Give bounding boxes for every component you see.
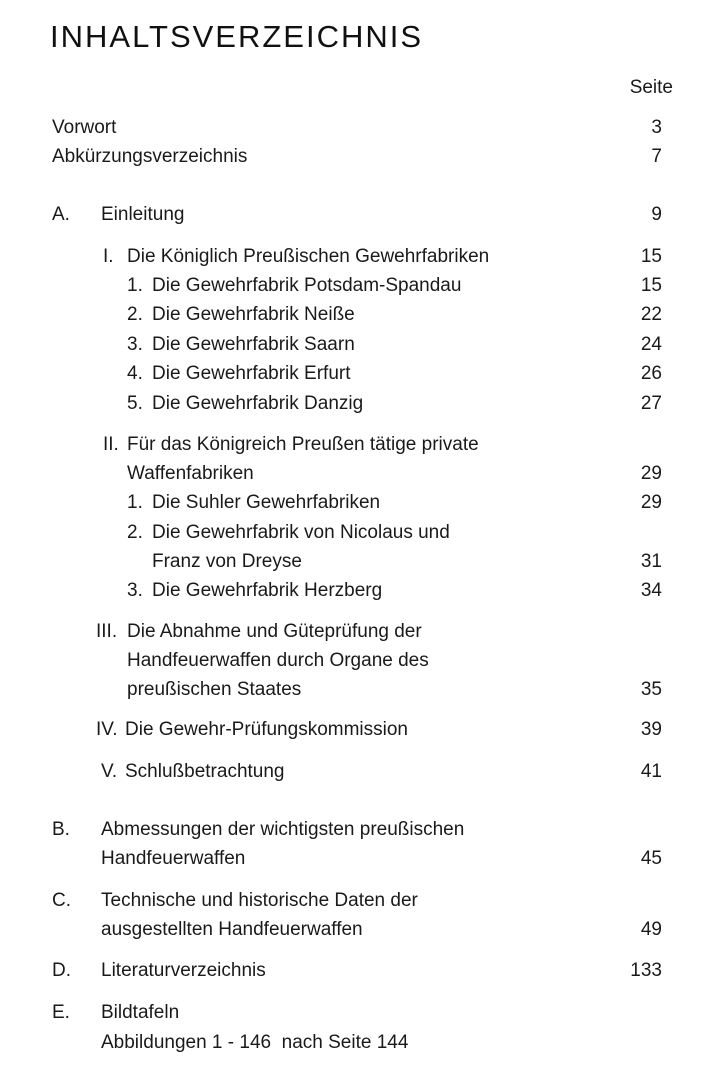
subsection-number: 1. <box>127 492 143 513</box>
toc-entry-page: 7 <box>651 146 662 167</box>
toc-entry-c-cont <box>0 916 724 944</box>
toc-entry-page: 31 <box>640 551 662 572</box>
chapter-numeral: I. <box>103 246 114 267</box>
toc-entry-a-i-3 <box>0 331 724 359</box>
toc-entry-a-i-4 <box>0 360 724 388</box>
toc-entry-text-line2: Handfeuerwaffen durch Organe des <box>127 650 429 671</box>
chapter-numeral: V. <box>101 761 118 782</box>
toc-entry-text-line2: ausgestellten Handfeuerwaffen <box>101 919 363 940</box>
toc-entry-text-line2: Waffenfabriken <box>127 463 254 484</box>
toc-entry-text: Einleitung <box>101 204 185 225</box>
toc-entry-text: Die Gewehrfabrik Neiße <box>152 304 355 325</box>
toc-entry-page: 41 <box>640 761 662 782</box>
toc-entry-a-ii-2-cont <box>0 548 724 576</box>
toc-entry-a-ii-3 <box>0 577 724 605</box>
toc-entry-a-iii <box>0 618 724 646</box>
section-letter: D. <box>52 960 71 981</box>
toc-entry-page: 29 <box>640 492 662 513</box>
toc-entry-text: Die Gewehrfabrik Danzig <box>152 393 364 414</box>
subsection-number: 5. <box>127 393 143 414</box>
chapter-numeral: IV. <box>96 719 118 740</box>
toc-entry-e-cont <box>0 1029 724 1057</box>
toc-entry-page: 133 <box>630 960 662 981</box>
toc-entry-text: Die Gewehrfabrik Saarn <box>152 334 355 355</box>
toc-entry-a-i <box>0 243 724 271</box>
toc-entry-page: 26 <box>640 363 662 384</box>
toc-entry-page: 45 <box>640 848 662 869</box>
toc-entry-text: Die Suhler Gewehrfabriken <box>152 492 381 513</box>
toc-entry-vorwort <box>0 114 724 142</box>
toc-entry-page: 24 <box>640 334 662 355</box>
toc-entry-abkuerzungen <box>0 143 724 171</box>
toc-entry-page: 27 <box>640 393 662 414</box>
toc-entry-a-i-5 <box>0 390 724 418</box>
toc-entry-page: 15 <box>640 246 662 267</box>
toc-entry-e <box>0 999 724 1027</box>
subsection-number: 2. <box>127 304 143 325</box>
toc-entry-b <box>0 816 724 844</box>
subsection-number: 2. <box>127 522 143 543</box>
page-column-header: Seite <box>629 77 673 98</box>
toc-entry-c <box>0 887 724 915</box>
toc-entry-text: Vorwort <box>52 117 117 138</box>
page-title: INHALTSVERZEICHNIS <box>50 19 424 54</box>
toc-entry-a-iii-cont1 <box>0 647 724 675</box>
toc-entry-page: 22 <box>640 304 662 325</box>
section-letter: C. <box>52 890 71 911</box>
toc-entry-text-line1: Technische und historische Daten der <box>101 890 418 911</box>
toc-entry-text-line1: Für das Königreich Preußen tätige private <box>127 434 479 455</box>
subsection-number: 3. <box>127 580 143 601</box>
toc-entry-text-line1: Abmessungen der wichtigsten preußischen <box>101 819 465 840</box>
toc-entry-page: 39 <box>640 719 662 740</box>
section-letter: E. <box>52 1002 70 1023</box>
toc-entry-page: 49 <box>640 919 662 940</box>
toc-entry-text: Literaturverzeichnis <box>101 960 266 981</box>
toc-entry-text: Die Gewehr-Prüfungskommission <box>125 719 408 740</box>
subsection-number: 3. <box>127 334 143 355</box>
toc-entry-text-line3: preußischen Staates <box>127 679 302 700</box>
toc-entry-a-ii-2 <box>0 519 724 547</box>
toc-entry-a <box>0 201 724 229</box>
toc-entry-text: Die Gewehrfabrik Herzberg <box>152 580 383 601</box>
toc-entry-text: Abkürzungsverzeichnis <box>52 146 248 167</box>
toc-entry-a-ii-cont <box>0 460 724 488</box>
toc-entry-a-i-1 <box>0 272 724 300</box>
toc-entry-text-line1: Die Abnahme und Güteprüfung der <box>127 621 422 642</box>
toc-entry-a-iv <box>0 716 724 744</box>
section-letter: B. <box>52 819 70 840</box>
toc-entry-a-v <box>0 758 724 786</box>
toc-entry-text: Die Königlich Preußischen Gewehrfabriken <box>127 246 490 267</box>
section-letter: A. <box>52 204 70 225</box>
chapter-numeral: III. <box>96 621 118 642</box>
subsection-number: 1. <box>127 275 143 296</box>
chapter-numeral: II. <box>103 434 119 455</box>
subsection-number: 4. <box>127 363 143 384</box>
toc-entry-page: 15 <box>640 275 662 296</box>
toc-entry-page: 35 <box>640 679 662 700</box>
toc-entry-page: 9 <box>651 204 662 225</box>
toc-entry-page: 34 <box>640 580 662 601</box>
toc-entry-b-cont <box>0 845 724 873</box>
toc-entry-text: Die Gewehrfabrik Erfurt <box>152 363 351 384</box>
toc-entry-text-line2: Franz von Dreyse <box>152 551 302 572</box>
toc-entry-text-line1: Bildtafeln <box>101 1002 180 1023</box>
toc-entry-text-line1: Die Gewehrfabrik von Nicolaus und <box>152 522 450 543</box>
toc-entry-text-line2: Handfeuerwaffen <box>101 848 246 869</box>
toc-entry-a-i-2 <box>0 301 724 329</box>
toc-entry-page: 29 <box>640 463 662 484</box>
toc-entry-text: Schlußbetrachtung <box>125 761 285 782</box>
toc-entry-a-ii <box>0 431 724 459</box>
toc-entry-a-iii-cont2 <box>0 676 724 704</box>
toc-entry-text: Die Gewehrfabrik Potsdam-Spandau <box>152 275 462 296</box>
toc-entry-a-ii-1 <box>0 489 724 517</box>
toc-entry-page: 3 <box>651 117 662 138</box>
toc-entry-d <box>0 957 724 985</box>
toc-entry-text-line2: Abbildungen 1 - 146 nach Seite 144 <box>101 1032 409 1053</box>
